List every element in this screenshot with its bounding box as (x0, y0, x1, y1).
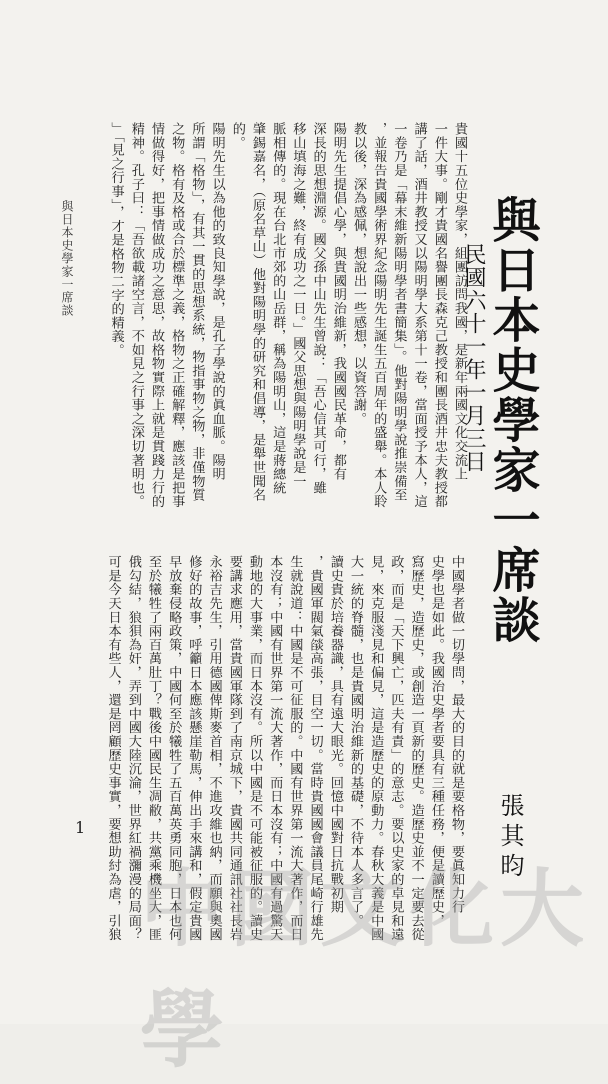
upper-text-column: 教以後，深為感佩，想說出一些感想，以資答謝。 (351, 122, 366, 426)
upper-text-column: 精神。孔子曰：「吾欲載諸空言，不如見之行事之深切著明也。 (128, 122, 144, 509)
lower-text-column: 要講求應用，當貴國軍隊到了南京城下，貴國共同通訊社社長岩 (226, 555, 242, 942)
lower-text-column: 讀史貴於培養器識，具有遠大眼光。回憶中國對日抗戰初期 (327, 555, 343, 914)
upper-text-column: 一件大事。剛才貴國名譽團長森克己教授和團長酒井忠夫教授都 (431, 122, 447, 509)
running-head: 與日本史學家一席談 (60, 200, 74, 317)
watermark-text: 中國文化大學 (140, 860, 591, 1079)
lower-text-column: 動地的大事業，而日本沒有。所以中國是不可能被征服的。讀史 (247, 555, 262, 942)
article-title: 與日本史學家一席談 (484, 195, 540, 645)
upper-text-column: 之物。格有及格或合於標準之義，格物之正確解釋，應該是把事 (169, 122, 185, 509)
lower-text-column: 俄勾結，狼狽為奸，弄到中國大陸沉淪，世界紅禍瀰漫的局面？ (125, 555, 141, 942)
article-date: 民國六十一年一月三日 (461, 243, 486, 473)
article-author: 張其昀 (496, 793, 524, 883)
upper-text-column: 肇錫嘉名，（原名草山）他對陽明學的研究和倡導，是舉世聞名 (250, 122, 265, 502)
lower-text-column: 見，來克服淺見和偏見，這是造歷史的原動力。春秋大義是中國 (368, 555, 384, 942)
lower-text-column: 早放棄侵略政策，中國何至於犧牲了五百萬英勇同胞，日本也何 (166, 555, 182, 942)
lower-text-column: 寫歷史，造歷史，或創造一頁新的歷史。造歷史並不一定要去從 (408, 555, 424, 942)
lower-text-column: 永裕吉先生，引用德國俾斯麥首相，不進攻維也納，而願與奧國 (206, 555, 222, 942)
upper-text-column: 陽明先生以為他的致良知學說，是孔子學說的眞血脈。陽明 (209, 122, 225, 481)
lower-text-column: ，貴國軍閥氣燄高張，目空一切。當時貴國國會議員尾崎行雄先 (307, 555, 323, 942)
lower-text-column: 政，而是「天下興亡，匹夫有責」的意志。要以史家的卓見和遠 (388, 555, 404, 942)
upper-text-column: 的。 (229, 122, 245, 150)
lower-text-column: 中國學者做一切學問，最大的目的就是要格物，要眞知力行 (449, 555, 464, 914)
lower-text-column: 大一統的脊髓，也是貴國明治維新的基礎，不待本人多言了。 (348, 555, 363, 928)
upper-text-column: 講了話，酒井教授又以陽明學大系第十一卷，當面授予本人，這 (411, 122, 427, 509)
lower-text-column: 本沒有；中國有世界第一流大著作，而日本沒有；中國有過驚天 (267, 555, 283, 942)
upper-text-column: 貴國十五位史學家，組團訪問我國，是新年兩國文化交流上 (452, 122, 467, 481)
upper-text-column: ，並報告貴國學術界紀念陽明先生誕生五百周年的盛舉。本人聆 (371, 122, 387, 509)
upper-text-column: 移山填海之難，終有成功之一日。」國父思想與陽明學說是一 (290, 122, 306, 488)
page-number: 1 (75, 818, 86, 837)
upper-text-column: 一卷乃是「幕末維新陽明學者書簡集」。他對陽明學說推崇備至 (391, 122, 407, 502)
lower-text-column: 至於犧牲了兩百萬肚丁？戰後中國民生凋敝，共黨乘機坐大，匪 (146, 555, 161, 942)
lower-text-column: 修好的故事，呼籲日本應該懸崖勒馬，伸出手來講和，假定貴國 (186, 555, 202, 942)
upper-text-column: 所謂「格物」，有其一貫的思想系統，物指事物之物，非僅物質 (189, 122, 205, 502)
lower-text-column: 史學也是如此。我國治史學者要具有三種任務，便是讀歷史， (428, 555, 444, 928)
upper-text-column: 陽明先生提倡心學，與貴國明治維新，我國國民革命，都有 (330, 122, 346, 481)
upper-text-column: 深長的思想淵源。國父孫中山先生曾說：「吾心信其可行，雖 (310, 122, 326, 495)
upper-text-column: 脈相傳的。現在台北市郊的山岳群，稱為陽明山，這是蔣總統 (270, 122, 286, 495)
upper-text-column: 」「見之行事」，才是格物二字的精義。 (108, 122, 124, 358)
upper-text-column: 情做得好，把事情做成功之意思，故格物實際上就是貫踐力行的 (149, 122, 164, 509)
lower-text-column: 生就說道：中國是不可征服的。中國有世界第一流大著作，而日 (287, 555, 303, 942)
lower-text-column: 可是今天日本有些人，還是罔顧歷史事實，要想助紂為虐，引狼 (105, 555, 121, 942)
